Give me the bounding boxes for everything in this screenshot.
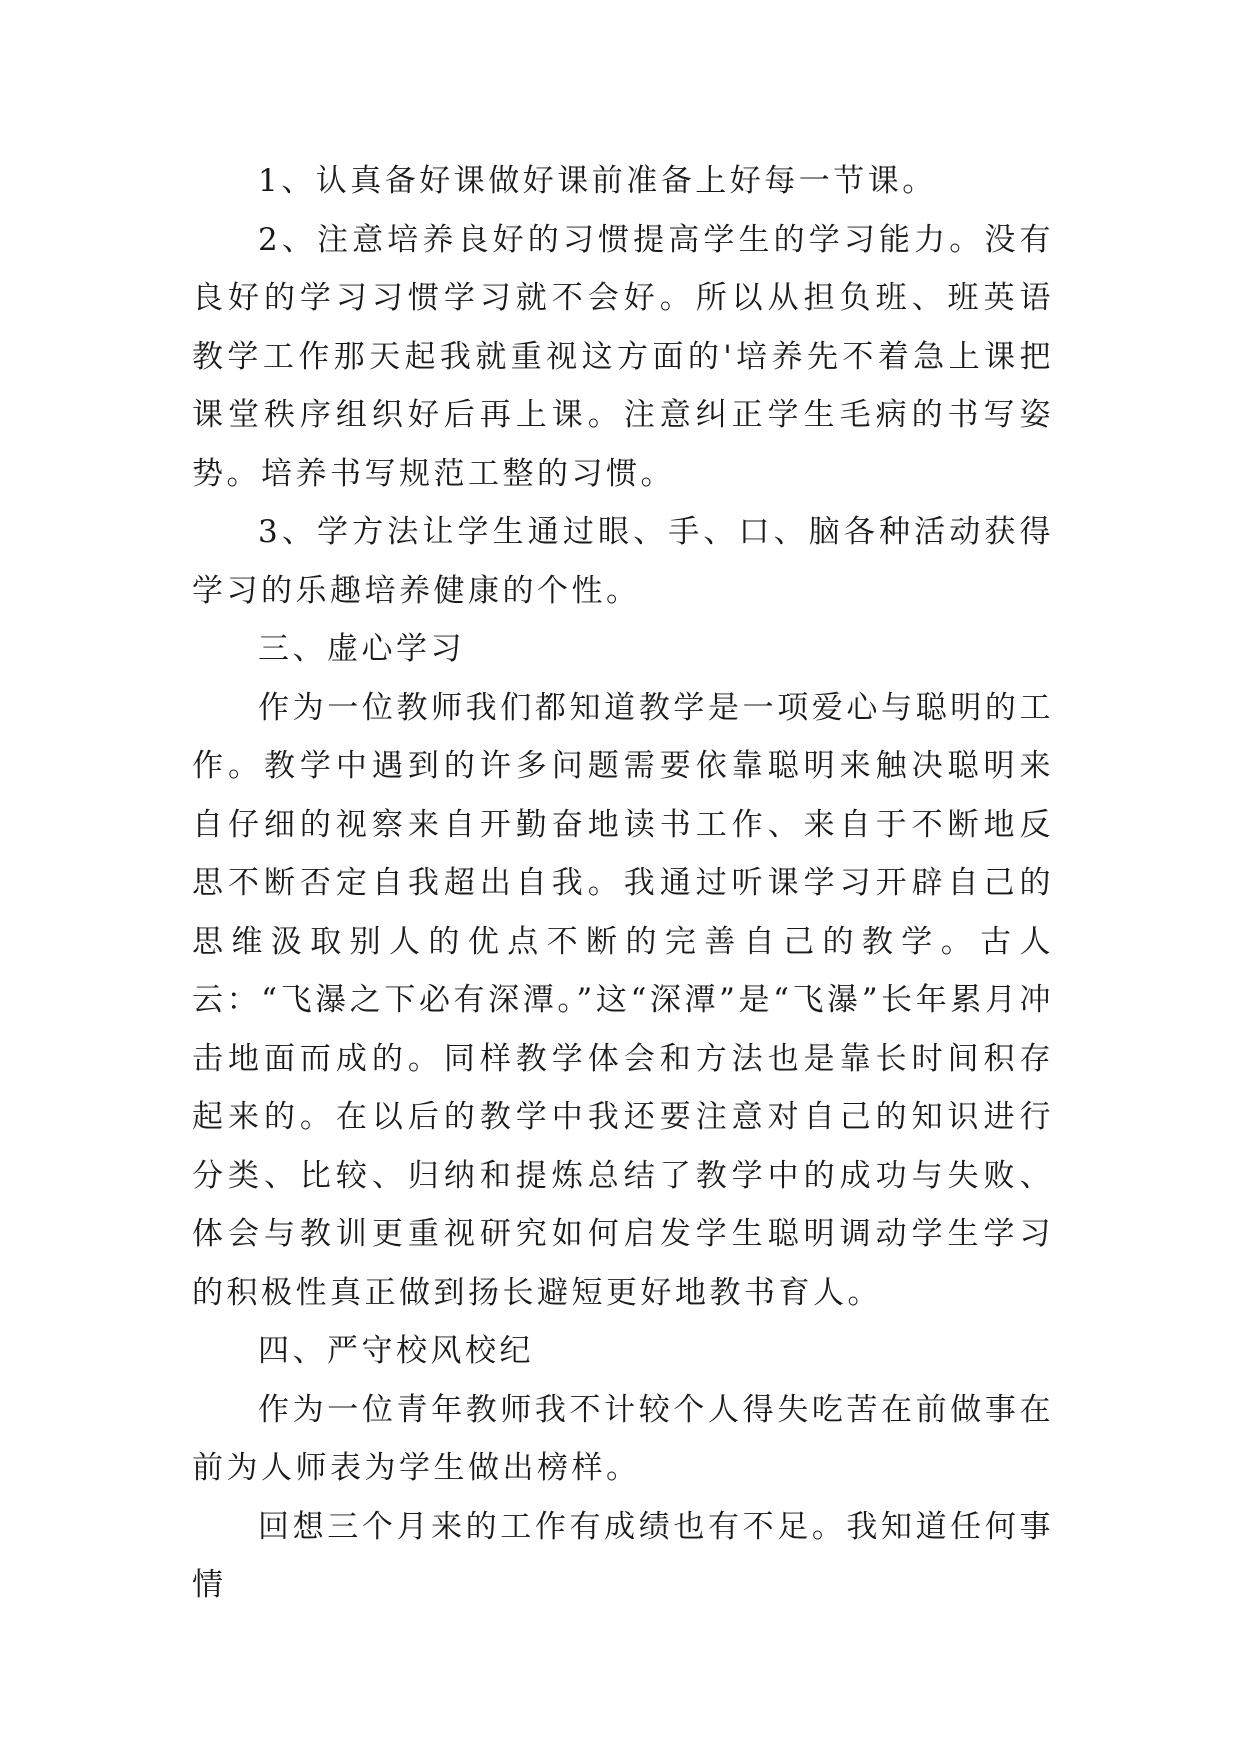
paragraph-item-2: 2、注意培养良好的习惯提高学生的学习能力。没有良好的学习习惯学习就不会好。所以从担负班、班英语教学工作那天起我就重视这方面的'培养先不着急上课把课堂秩序组织好后再上课。注意纠正学生毛病的书写姿势。培养书写规范工整的习惯。 <box>192 221 1054 492</box>
paragraph-discipline: 作为一位青年教师我不计较个人得失吃苦在前做事在前为人师表为学生做出榜样。 <box>192 1391 1054 1486</box>
paragraph-item-3: 3、学方法让学生通过眼、手、口、脑各种活动获得学习的乐趣培养健康的个性。 <box>192 514 1054 609</box>
paragraph-reflection: 回想三个月来的工作有成绩也有不足。我知道任何事情 <box>192 1508 1054 1603</box>
document-body <box>192 152 1054 1615</box>
paragraph-item-1: 1、认真备好课做好课前准备上好每一节课。 <box>258 163 937 199</box>
section-heading-4: 四、严守校风校纪 <box>258 1333 534 1369</box>
paragraph-learning: 作为一位教师我们都知道教学是一项爱心与聪明的工作。教学中遇到的许多问题需要依靠聪明来触决聪明来自仔细的视察来自开勤奋地读书工作、来自于不断地反思不断否定自我超出自我。我通过听课学习开辟自己的思维汲取别人的优点不断的完善自己的教学。古人云：“飞瀑之下必有深潭。”这“深潭”是“飞瀑”长年累月冲击地面而成的。同样教学体会和方法也是靠长时间积存起来的。在以后的教学中我还要注意对自己的知识进行分类、比较、归纳和提炼总结了教学中的成功与失败、体会与教训更重视研究如何启发学生聪明调动学生学习的积极性真正做到扬长避短更好地教书育人。 <box>192 689 1054 1311</box>
section-heading-3: 三、虚心学习 <box>258 631 465 667</box>
